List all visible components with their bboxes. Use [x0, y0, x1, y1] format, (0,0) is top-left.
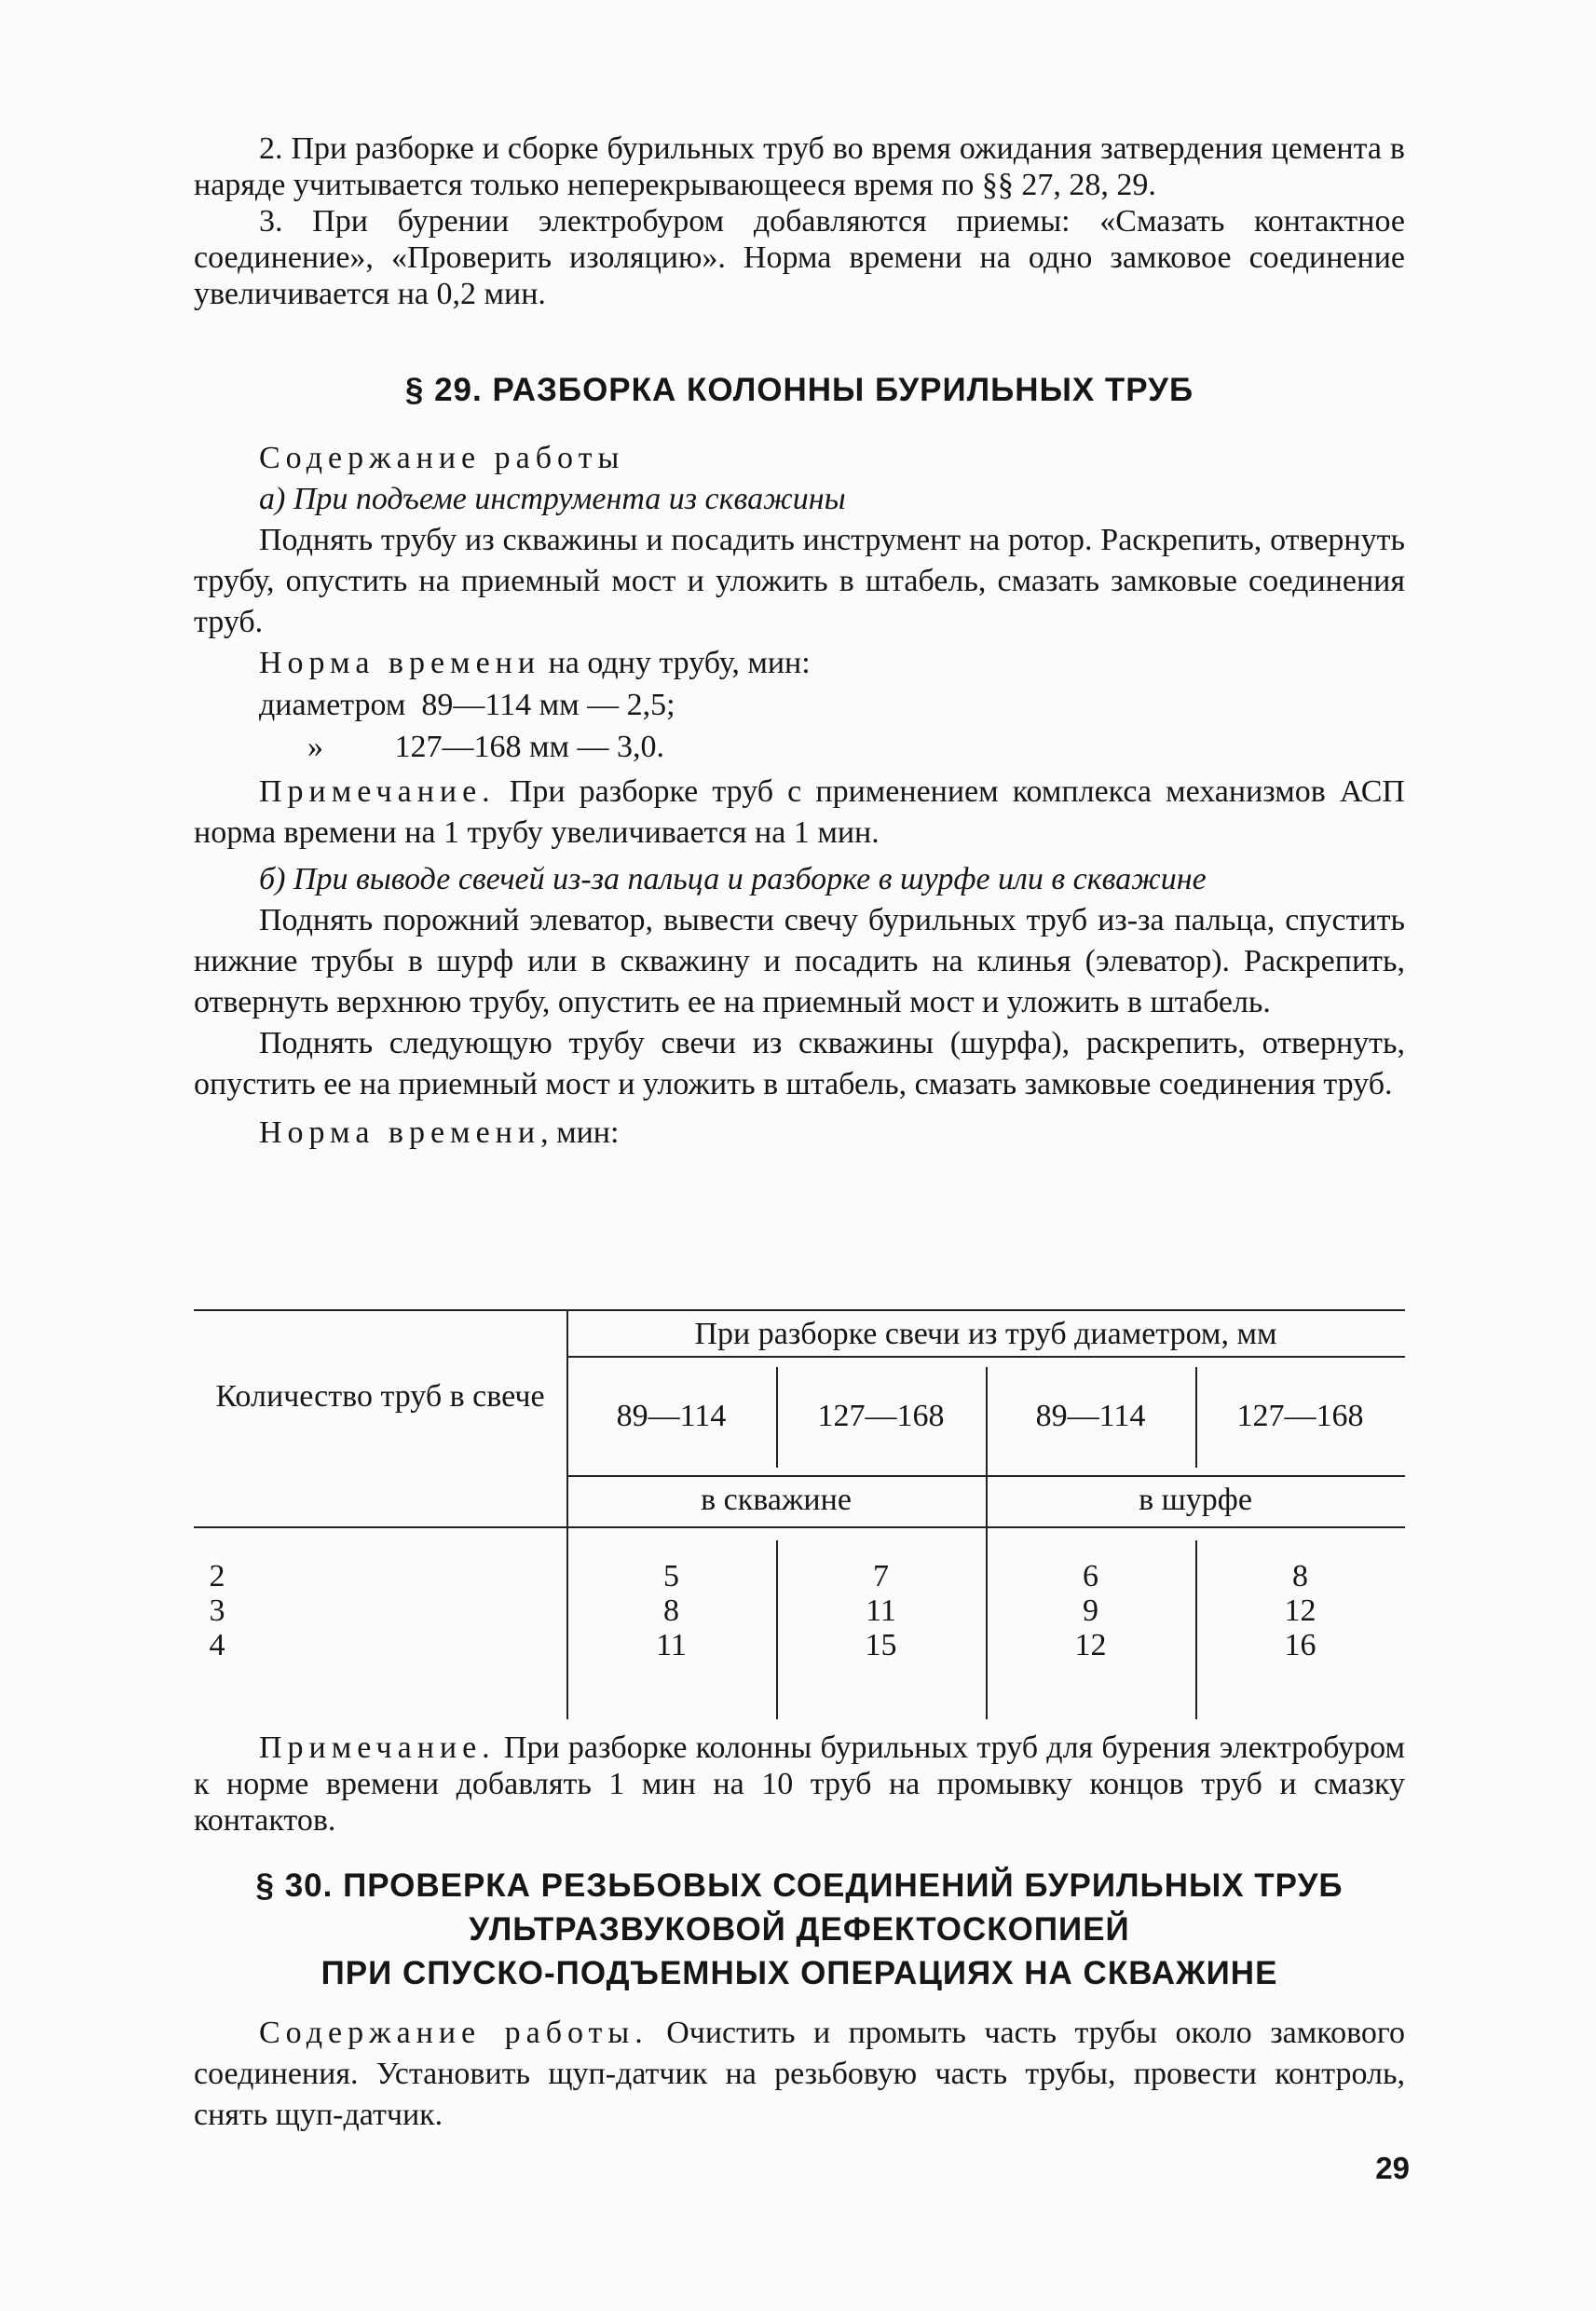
part-a-norm	[194, 643, 1405, 684]
part-a-note	[194, 772, 1405, 854]
diameter-header: 89—114	[616, 1399, 727, 1433]
section-30-title	[194, 1864, 1405, 1995]
table-header-rule	[194, 1526, 1405, 1528]
table-note	[194, 1730, 1405, 1839]
norm-table	[194, 1309, 1405, 1719]
note-3: 3. При бурении электробуром добавляются приемы: «Смазать контактное соединение», «Проверить изоляцию». Норма времени на одно замковое соединение увеличивается на 0,2 мин.	[194, 204, 1405, 311]
table-top-rule	[194, 1309, 1405, 1311]
section-30-content-text: Очистить и промыть часть трубы около замкового соединения. Установить щуп-датчик на резьбовую часть трубы, провести контроль, снять щуп-датчик.	[194, 2016, 1405, 2132]
diameter-header: 127—168	[817, 1399, 945, 1433]
section-29-part-a	[194, 438, 1405, 1154]
content-label: Содержание работы	[259, 441, 625, 475]
values-column: 7 11 15	[865, 1559, 897, 1662]
intro-notes	[194, 130, 1405, 312]
part-b-subtitle: б) При выводе свечей из-за пальца и разборке в шурфе или в скважине	[259, 862, 1207, 896]
values-column: 8 12 16	[1284, 1559, 1316, 1662]
norm-label: Норма времени	[259, 646, 541, 680]
section-29-title: § 29. РАЗБОРКА КОЛОННЫ БУРИЛЬНЫХ ТРУБ	[404, 372, 1194, 408]
part-a-subtitle: а) При подъеме инструмента из скважины	[259, 482, 846, 516]
norm-line-2: » 127—168 мм — 3,0.	[307, 730, 665, 764]
norm-suffix-b: , мин:	[540, 1115, 620, 1150]
norm-label-b: Норма времени	[259, 1115, 541, 1150]
part-b-text-1: Поднять порожний элеватор, вывести свечу бурильных труб из-за пальца, спустить нижние трубы в шурф или в скважину и посадить на клинья (элеватор). Раскрепить, отвернуть верхнюю трубу, опустить ее на приемный мост и уложить в штабель.	[194, 903, 1405, 1019]
section-30-title-line-2: УЛЬТРАЗВУКОВОЙ ДЕФЕКТОСКОПИЕЙ	[469, 1911, 1130, 1948]
table-note-text: При разборке колонны бурильных труб для бурения электробуром к норме времени добавлять 1 мин на 10 труб на промывку концов труб и смазку контактов.	[194, 1730, 1405, 1838]
table-note-paragraph	[194, 1730, 1405, 1839]
section-30-title-line-1: § 30. ПРОВЕРКА РЕЗЬБОВЫХ СОЕДИНЕНИЙ БУРИЛЬНЫХ ТРУБ	[255, 1867, 1344, 1904]
section-30-title-line-3: ПРИ СПУСКО-ПОДЪЕМНЫХ ОПЕРАЦИЯХ НА СКВАЖИНЕ	[321, 1955, 1278, 1991]
section-30-content-label: Содержание работы.	[259, 2016, 648, 2050]
location-header: в скважине	[701, 1483, 852, 1517]
group-header-rule	[566, 1356, 1405, 1358]
section-30-body	[194, 2013, 1405, 2136]
norm-suffix: на одну трубу, мин:	[540, 646, 811, 680]
note-label: Примечание.	[259, 774, 496, 809]
page-number: 29	[1375, 2151, 1410, 2185]
pipes-column: 2 3 4	[209, 1559, 225, 1662]
note-text: При разборке труб с применением комплекса механизмов АСП норма времени на 1 трубу увеличивается на 1 мин.	[194, 774, 1405, 850]
norm-line-1: диаметром 89—114 мм — 2,5;	[259, 688, 675, 722]
diameter-header: 127—168	[1236, 1399, 1364, 1433]
row-header: Количество труб в свече	[215, 1379, 545, 1414]
part-b-text-2: Поднять следующую трубу свечи из скважины (шурфа), раскрепить, отвернуть, опустить ее на приемный мост и уложить в штабель, смазать замковые соединения труб.	[194, 1026, 1405, 1101]
note-2: 2. При разборке и сборке бурильных труб во время ожидания затвердения цемента в наряде учитывается только неперекрывающееся время по §§ 27, 28, 29.	[194, 131, 1405, 202]
table-note-label: Примечание.	[259, 1730, 496, 1765]
group-header: При разборке свечи из труб диаметром, мм	[694, 1317, 1277, 1351]
diameter-header: 89—114	[1035, 1399, 1146, 1433]
part-b-norm	[194, 1113, 1405, 1154]
section-30-content	[194, 2013, 1405, 2136]
values-column: 6 9 12	[1074, 1559, 1107, 1662]
part-a-text: Поднять трубу из скважины и посадить инструмент на ротор. Раскрепить, отвернуть трубу, опустить на приемный мост и уложить в штабель, смазать замковые соединения труб.	[194, 523, 1405, 639]
location-header: в шурфе	[1139, 1483, 1252, 1517]
values-column: 5 8 11	[656, 1559, 687, 1662]
